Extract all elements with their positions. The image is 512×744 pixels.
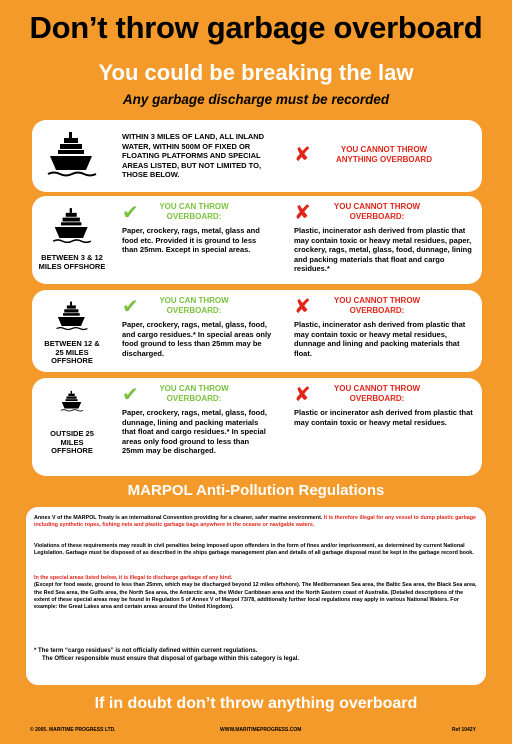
zone-panel-outside-25-miles xyxy=(32,378,482,476)
marpol-illegal-notice: It is therefore illegal for any vessel to dump plastic garbage including synthetic ropes, fishing nets and plastic garbage bags anywhere in the oceans or navigable waters. xyxy=(34,515,477,529)
ship-icon xyxy=(40,386,104,418)
zone-text: WITHIN 3 MILES OF LAND, ALL INLAND WATER, WITHIN 500M OF FIXED OR FLOATING PLATFORMS AND SPECIAL AREAS LISTED, BUT NOT LIMITED TO, THOSE BELOW. xyxy=(122,132,265,180)
marpol-special-areas-notice: In the special areas listed below, it is illegal to discharge garbage of any kind. xyxy=(34,575,233,581)
ship-icon xyxy=(40,296,104,338)
cargo-residues-footnote xyxy=(34,647,480,664)
website: WWW.MARITIMEPROGRESS.COM xyxy=(220,727,302,733)
marpol-penalties: Violations of these requirements may result in civil penalties being imposed upon offenders in the form of fines and/or imprisonment, as determined by current National Legislation. Garbage must be disposed of as described in the ships garbage management plan and details of all garbage disposal must be kept in the garbage record book. xyxy=(34,543,474,557)
can-throw-heading: YOU CAN THROW OVERBOARD: xyxy=(159,384,229,403)
cannot-throw-text: Plastic, incinerator ash derived from plastic that may contain toxic or heavy metal residues, dunnage and lining and packing materials that float. xyxy=(294,320,466,358)
cross-icon: ✘ xyxy=(294,200,311,224)
can-throw-text: Paper, crockery, rags, metal, glass and food etc. Provided it is ground to less than 25mm. Except in special areas. xyxy=(122,226,260,255)
marpol-special-areas xyxy=(34,575,480,611)
ship-icon xyxy=(40,128,104,184)
copyright: © 2005. MARITIME PROGRESS LTD. xyxy=(30,727,116,733)
zone-panel-3-12-miles xyxy=(32,196,482,284)
cross-icon: ✘ xyxy=(294,382,311,406)
marpol-intro-text: Annex V of the MARPOL Treaty is an international Convention providing for a cleaner, safer marine environment. xyxy=(34,515,323,521)
cannot-throw-heading: YOU CANNOT THROW OVERBOARD: xyxy=(333,384,421,403)
zone-label: BETWEEN 3 & 12 MILES OFFSHORE xyxy=(38,253,106,271)
reference-number: Ref 1042Y xyxy=(452,727,476,733)
tick-icon: ✔ xyxy=(122,294,139,318)
zone-label: BETWEEN 12 & 25 MILES OFFSHORE xyxy=(44,339,100,366)
marpol-special-areas-text: (Except for food waste, ground to less than 25mm, which may be discharged beyond 12 miles offshore). The Mediterranean Sea area, the Baltic Sea area, the Black Sea area, the Red Sea area, the Gulfs area, the North Sea area, the Antarctic area, the Wider Caribbean area and the North Eastern coast of Australia. (Detailed descriptions of the extent of these special areas may be found in Regulation 5 of Annex V of Marpol 73/78, additionally further local regulations may apply in various National Waters. For example: the Great Lakes area and certain areas around the United Kingdom). xyxy=(34,582,477,611)
tick-icon: ✔ xyxy=(122,382,139,406)
zone-panel-12-25-miles xyxy=(32,290,482,372)
record-notice: Any garbage discharge must be recorded xyxy=(122,92,390,107)
zone-label: OUTSIDE 25 MILES OFFSHORE xyxy=(50,429,94,456)
marpol-intro xyxy=(34,515,480,530)
marpol-title: MARPOL Anti-Pollution Regulations xyxy=(127,482,385,499)
can-throw-heading: YOU CAN THROW OVERBOARD: xyxy=(159,296,229,315)
marpol-panel xyxy=(26,507,486,685)
cannot-throw-heading: YOU CANNOT THROW OVERBOARD: xyxy=(333,202,421,221)
ship-icon xyxy=(40,202,104,252)
footnote-line-1: * The term “cargo residues” is not officially defined within current regulations. xyxy=(34,648,258,654)
tick-icon: ✔ xyxy=(122,200,139,224)
cannot-throw-heading: YOU CANNOT THROW ANYTHING OVERBOARD xyxy=(335,145,432,164)
can-throw-text: Paper, crockery, rags, metal, glass, food, and cargo residues.* In special areas only food ground to less than 25mm may be discharged. xyxy=(122,320,272,358)
cannot-throw-text: Plastic or incinerator ash derived from plastic that may contain toxic or heavy metal residues. xyxy=(294,408,473,427)
can-throw-heading: YOU CAN THROW OVERBOARD: xyxy=(159,202,229,221)
footnote-line-2: The Officer responsible must ensure that disposal of garbage within this category is legal. xyxy=(42,656,300,663)
cannot-throw-heading: YOU CANNOT THROW OVERBOARD: xyxy=(333,296,421,315)
poster-title: Don’t throw garbage overboard xyxy=(29,10,483,45)
cross-icon: ✘ xyxy=(294,294,311,318)
zone-panel-within-3-miles xyxy=(32,120,482,192)
cross-icon: ✘ xyxy=(294,142,311,166)
doubt-banner: If in doubt don’t throw anything overboard xyxy=(94,695,418,712)
poster-subtitle: You could be breaking the law xyxy=(98,60,414,85)
can-throw-text: Paper, crockery, rags, metal, glass, food, dunnage, lining and packing materials that float and cargo residues.* In special areas only food ground to less than 25mm may be discharged. xyxy=(122,408,267,456)
cannot-throw-text: Plastic, incinerator ash derived from plastic that may contain toxic or heavy metal residues, paper, crockery, rags, metal, glass, food, dunnage, lining and packing materials that float and cargo residues.* xyxy=(294,226,472,274)
